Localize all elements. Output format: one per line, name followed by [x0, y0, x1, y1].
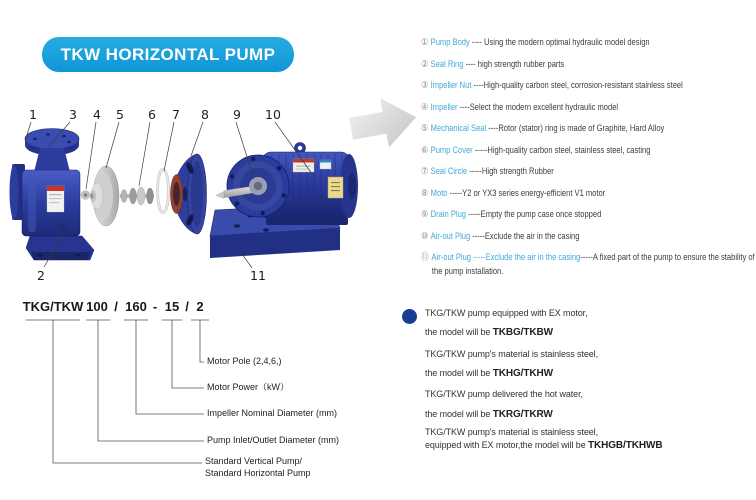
part-name: Seal Ring: [430, 58, 464, 69]
part-item-8: [421, 187, 756, 201]
part-item-6: [421, 144, 756, 158]
callout-6: 6: [148, 107, 156, 122]
part-name: Impeller: [430, 101, 458, 112]
part-number: ⑧: [421, 187, 429, 199]
callout-10: 10: [265, 107, 281, 122]
part-number: ④: [421, 101, 429, 113]
impeller: [90, 166, 119, 226]
part-number: ⑤: [421, 123, 429, 134]
model-sep3: /: [185, 299, 189, 314]
variant-line: [425, 368, 553, 379]
label-motor-power: Motor Power（kW）: [207, 382, 290, 392]
part-desc: -----High strength Rubber: [467, 166, 554, 176]
variant-line: [425, 409, 553, 420]
callout-1: 1: [29, 107, 37, 122]
model-power: 15: [164, 299, 180, 314]
variant-line: [425, 308, 587, 319]
part-item-11: [421, 251, 756, 277]
part-number: ⑩: [421, 230, 429, 242]
model-impeller: 160: [125, 299, 147, 314]
part-name: Drain Plug: [430, 209, 466, 219]
part-item-9: [421, 208, 756, 222]
part-desc: -----A fixed part of the pump to ensure the stability of the pump installation.: [431, 252, 755, 276]
parts-list: [421, 36, 756, 285]
callout-5: 5: [116, 107, 124, 122]
part-item-3: [421, 79, 756, 93]
label-impeller-diam: Impeller Nominal Diameter (mm): [207, 408, 338, 418]
part-item-4: [421, 101, 756, 115]
bullet-icon: [402, 309, 417, 324]
part-desc: ----Rotor (stator) ring is made of Graphite, Hard Alloy: [486, 123, 665, 133]
variant-line: [425, 427, 598, 438]
seal-circle-oring: [158, 170, 169, 213]
part-number: ②: [421, 58, 429, 70]
part-item-2: [421, 58, 756, 72]
impeller-nut: [81, 191, 90, 200]
variant-line: [425, 349, 598, 360]
part-number: ⑦: [421, 166, 429, 177]
variant-line: [425, 440, 662, 451]
model-pole: 2: [196, 299, 204, 314]
part-number: ③: [421, 80, 429, 91]
variant-line: [425, 389, 583, 400]
model-sep1: /: [114, 299, 118, 314]
variant-model-code: TKBG/TKBW: [492, 327, 553, 338]
variant-text: the model will be: [425, 409, 493, 419]
part-name: Air-out Plug: [430, 230, 471, 241]
label-inlet-diam: Pump Inlet/Outlet Diameter (mm): [207, 435, 340, 445]
label-motor-pole: Motor Pole (2,4,6,): [207, 356, 282, 366]
title-banner: [42, 37, 294, 72]
callout-9: 9: [233, 107, 241, 122]
variant-text: TKG/TKW pump's material is stainless steel,: [425, 349, 598, 359]
part-number: ⑨: [421, 209, 429, 220]
part-number: ①: [421, 37, 429, 48]
variant-text: equipped with EX motor,the model will be: [425, 440, 588, 450]
part-desc: -----High-quality carbon steel, stainless steel, casting: [472, 144, 651, 155]
part-item-10: [421, 230, 756, 244]
part-desc: ---- Using the modern optimal hydraulic model design: [469, 37, 650, 47]
page-title: TKW HORIZONTAL PUMP: [60, 44, 276, 64]
label-series-line1: Standard Vertical Pump/: [205, 456, 303, 466]
variant-text: the model will be: [425, 327, 493, 337]
variant-text: TKG/TKW pump delivered the hot water,: [425, 389, 583, 399]
callout-7: 7: [172, 107, 180, 122]
callout-8: 8: [201, 107, 209, 122]
callout-3: 3: [69, 107, 77, 122]
variant-text: TKG/TKW pump equipped with EX motor,: [425, 308, 588, 318]
part-name: Impeller Nut: [430, 80, 472, 90]
variant-model-code: TKRG/TKRW: [492, 409, 553, 420]
part-desc: ---- high strength rubber parts: [463, 58, 565, 69]
part-desc: -----Y2 or YX3 series energy-efficient V1 motor: [447, 187, 606, 198]
part-name: Air-out Plug -----Exclude the air in the casing: [431, 252, 581, 262]
part-number: ⑪: [421, 252, 429, 263]
part-desc: -----Empty the pump case once stopped: [465, 209, 602, 219]
callout-4: 4: [93, 107, 101, 122]
model-inlet: 100: [86, 299, 108, 314]
variant-text: the model will be: [425, 368, 493, 378]
part-name: Pump Cover: [430, 144, 473, 155]
callout-2: 2: [37, 268, 45, 283]
part-desc: -----Exclude the air in the casing: [470, 230, 580, 241]
model-sep2: -: [152, 299, 158, 314]
part-item-5: [421, 122, 756, 136]
callout-11: 11: [250, 268, 266, 283]
right-arrow-icon: [347, 93, 421, 154]
mechanical-seal: [120, 187, 154, 205]
part-desc: ----Select the modern excellent hydraulic model: [457, 101, 619, 112]
part-item-7: [421, 165, 756, 179]
part-desc: ----High-quality carbon steel, corrosion-resistant stainless steel: [471, 80, 683, 90]
part-name: Moto: [430, 187, 448, 198]
part-name: Mechanical Seal: [430, 123, 487, 133]
variant-text: TKG/TKW pump's material is stainless steel,: [425, 427, 598, 437]
variant-model-code: TKHGB/TKHWB: [588, 440, 663, 451]
pump-cover: [171, 154, 207, 234]
pump-exploded-diagram: [0, 90, 430, 295]
variant-model-code: TKHG/TKHW: [492, 368, 553, 379]
label-series-line2: Standard Horizontal Pump: [205, 468, 311, 478]
model-series: TKG/TKW: [22, 299, 84, 314]
variant-line: [425, 327, 553, 338]
part-item-1: [421, 36, 756, 50]
part-name: Pump Body: [430, 37, 470, 47]
part-name: Seal Circle: [430, 166, 468, 176]
part-number: ⑥: [421, 144, 429, 156]
